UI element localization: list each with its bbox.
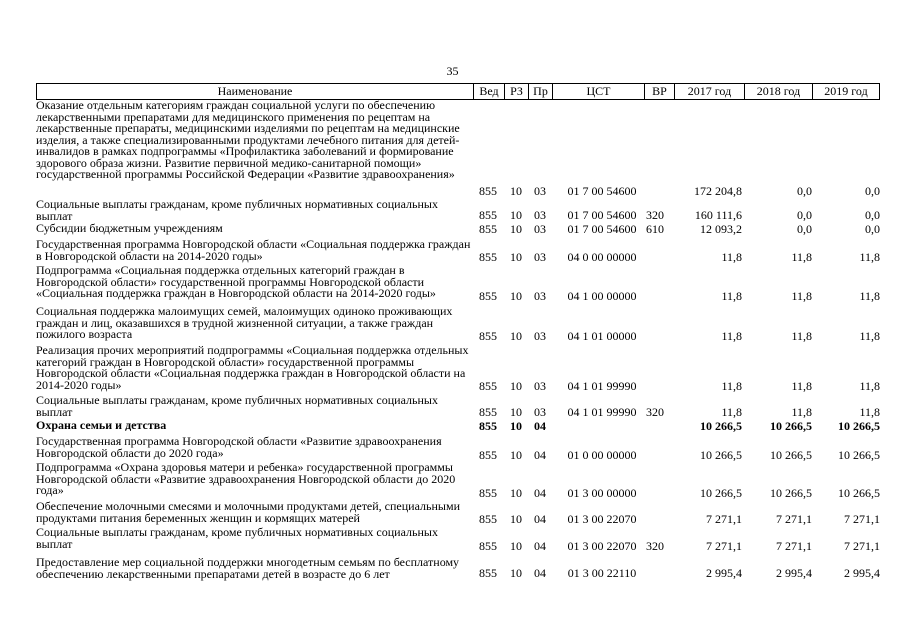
cell-y2018: 11,8	[791, 329, 812, 343]
cell-y2019: 2 995,4	[844, 566, 880, 580]
table-row	[36, 557, 886, 580]
cell-rz: 10	[510, 222, 522, 236]
cell-rz: 10	[510, 539, 522, 553]
cell-y2019: 11,8	[859, 329, 880, 343]
cell-pr: 03	[534, 329, 546, 343]
cell-y2018: 10 266,5	[770, 448, 812, 462]
cell-pr: 04	[534, 419, 546, 433]
cell-y2017: 172 204,8	[694, 184, 742, 198]
cell-y2017: 7 271,1	[706, 512, 742, 526]
row-name: Социальные выплаты гражданам, кроме публичных нормативных социальных выплат	[36, 197, 438, 223]
page-number: 35	[446, 64, 459, 78]
row-name: Реализация прочих мероприятий подпрограммы «Социальная поддержка отдельных категорий граждан в Новгородской области» государственной программы Новгородской области «Социальная поддержка граждан в Новгородской области на 2014-2020 годы»	[36, 343, 469, 392]
cell-cst: 01 3 00 22070	[567, 512, 637, 526]
cell-cst: 01 3 00 22110	[567, 566, 637, 580]
cell-y2017: 7 271,1	[706, 539, 742, 553]
table-row	[36, 527, 886, 553]
cell-y2017: 11,8	[721, 329, 742, 343]
cell-y2018: 11,8	[791, 250, 812, 264]
row-name: Охрана семьи и детства	[36, 418, 167, 432]
table-row	[36, 436, 886, 462]
header-rz: РЗ	[504, 84, 528, 99]
table-row	[36, 420, 886, 433]
cell-y2019: 11,8	[859, 250, 880, 264]
row-name: Государственная программа Новгородской области «Социальная поддержка граждан в Новгородской области на 2014-2020 годы»	[36, 237, 471, 263]
row-name: Государственная программа Новгородской области «Развитие здравоохранения Новгородской области до 2020 года»	[36, 434, 442, 460]
cell-ved: 855	[479, 539, 497, 553]
row-name: Подпрограмма «Социальная поддержка отдельных категорий граждан в Новгородской области» государственной программы Новгородской области «Социальная поддержка граждан в Новгородской области на 2014-2020 годы»	[36, 263, 436, 300]
cell-y2018: 0,0	[797, 184, 812, 198]
table-row	[36, 462, 886, 500]
cell-pr: 04	[534, 566, 546, 580]
cell-rz: 10	[510, 512, 522, 526]
cell-rz: 10	[510, 419, 522, 433]
cell-pr: 03	[534, 250, 546, 264]
cell-y2017: 160 111,6	[694, 208, 742, 222]
cell-y2018: 10 266,5	[770, 419, 812, 433]
cell-y2019: 11,8	[859, 405, 880, 419]
cell-y2019: 11,8	[859, 289, 880, 303]
cell-pr: 04	[534, 486, 546, 500]
header-vr: ВР	[644, 84, 674, 99]
table-row	[36, 501, 886, 526]
cell-pr: 03	[534, 184, 546, 198]
cell-rz: 10	[510, 289, 522, 303]
cell-vr: 610	[646, 222, 664, 236]
cell-y2017: 10 266,5	[700, 419, 742, 433]
cell-y2018: 11,8	[791, 405, 812, 419]
cell-y2018: 2 995,4	[776, 566, 812, 580]
cell-ved: 855	[479, 448, 497, 462]
cell-cst: 04 0 00 00000	[567, 250, 637, 264]
cell-y2017: 11,8	[721, 405, 742, 419]
cell-y2019: 0,0	[865, 184, 880, 198]
cell-y2018: 0,0	[797, 208, 812, 222]
cell-ved: 855	[479, 419, 497, 433]
cell-rz: 10	[510, 329, 522, 343]
cell-cst: 01 3 00 00000	[567, 486, 637, 500]
cell-cst: 04 1 00 00000	[567, 289, 637, 303]
cell-vr: 320	[646, 208, 664, 222]
cell-cst: 04 1 01 99990	[567, 405, 637, 419]
cell-rz: 10	[510, 184, 522, 198]
cell-ved: 855	[479, 379, 497, 393]
cell-y2019: 10 266,5	[838, 419, 880, 433]
header-pr: Пр	[528, 84, 552, 99]
header-2019: 2019 год	[812, 84, 879, 99]
row-name: Обеспечение молочными смесями и молочными продуктами детей, специальными продуктами питания беременных женщин и кормящих матерей	[36, 499, 460, 525]
cell-ved: 855	[479, 289, 497, 303]
cell-rz: 10	[510, 566, 522, 580]
table-row	[36, 395, 886, 419]
cell-y2017: 11,8	[721, 250, 742, 264]
cell-ved: 855	[479, 329, 497, 343]
cell-pr: 04	[534, 539, 546, 553]
cell-ved: 855	[479, 250, 497, 264]
cell-y2019: 10 266,5	[838, 448, 880, 462]
cell-y2018: 7 271,1	[776, 512, 812, 526]
cell-y2017: 12 093,2	[700, 222, 742, 236]
cell-y2019: 0,0	[865, 208, 880, 222]
cell-pr: 03	[534, 222, 546, 236]
cell-cst: 01 0 00 00000	[567, 448, 637, 462]
table-row	[36, 239, 886, 264]
header-ved: Вед	[473, 84, 504, 99]
table-row	[36, 100, 886, 198]
row-name: Социальная поддержка малоимущих семей, малоимущих одиноко проживающих граждан и лиц, оказавшихся в трудной жизненной ситуации, а также граждан пожилого возраста	[36, 304, 453, 341]
cell-y2018: 11,8	[791, 379, 812, 393]
cell-rz: 10	[510, 486, 522, 500]
cell-pr: 03	[534, 289, 546, 303]
cell-y2019: 0,0	[865, 222, 880, 236]
cell-cst: 01 7 00 54600	[567, 222, 637, 236]
row-name: Социальные выплаты гражданам, кроме публичных нормативных социальных выплат	[36, 525, 438, 551]
table-row	[36, 223, 886, 236]
table-row	[36, 199, 886, 222]
cell-y2018: 7 271,1	[776, 539, 812, 553]
cell-rz: 10	[510, 405, 522, 419]
cell-pr: 04	[534, 512, 546, 526]
cell-ved: 855	[479, 512, 497, 526]
cell-y2019: 11,8	[859, 379, 880, 393]
cell-rz: 10	[510, 448, 522, 462]
row-name: Субсидии бюджетным учреждениям	[36, 221, 223, 235]
cell-y2018: 11,8	[791, 289, 812, 303]
cell-pr: 04	[534, 448, 546, 462]
cell-cst: 01 3 00 22070	[567, 539, 637, 553]
cell-rz: 10	[510, 250, 522, 264]
cell-y2017: 10 266,5	[700, 486, 742, 500]
cell-pr: 03	[534, 208, 546, 222]
table-row	[36, 265, 886, 303]
cell-ved: 855	[479, 208, 497, 222]
cell-vr: 320	[646, 539, 664, 553]
cell-y2019: 10 266,5	[838, 486, 880, 500]
cell-rz: 10	[510, 208, 522, 222]
row-name: Предоставление мер социальной поддержки многодетным семьям по бесплатному обеспечению лекарственными препаратами детей в возрасте до 6 лет	[36, 555, 460, 581]
cell-ved: 855	[479, 566, 497, 580]
row-name: Оказание отдельным категориям граждан социальной услуги по обеспечению лекарственными препаратами для медицинского применения по рецептам на лекарственные препараты, медицинскими изделиями по рецептам на медицинские изделия, а также специализированными продуктами лечебного питания для детей-инвалидов в рамках подпрограммы «Профилактика заболеваний и формирование здорового образа жизни. Развитие первичной медико-санитарной помощи» государственной программы Российской Федерации «Развитие здравоохранения»	[36, 98, 460, 181]
cell-y2017: 11,8	[721, 289, 742, 303]
table-row	[36, 306, 886, 343]
cell-y2017: 11,8	[721, 379, 742, 393]
cell-cst: 01 7 00 54600	[567, 184, 637, 198]
header-cst: ЦСТ	[552, 84, 644, 99]
row-name: Социальные выплаты гражданам, кроме публичных нормативных социальных выплат	[36, 393, 438, 419]
cell-pr: 03	[534, 405, 546, 419]
cell-cst: 04 1 01 99990	[567, 379, 637, 393]
header-2017: 2017 год	[674, 84, 744, 99]
cell-ved: 855	[479, 405, 497, 419]
cell-cst: 01 7 00 54600	[567, 208, 637, 222]
cell-vr: 320	[646, 405, 664, 419]
cell-rz: 10	[510, 379, 522, 393]
cell-ved: 855	[479, 184, 497, 198]
cell-ved: 855	[479, 222, 497, 236]
header-name: Наименование	[217, 84, 293, 98]
cell-y2019: 7 271,1	[844, 539, 880, 553]
cell-y2017: 2 995,4	[706, 566, 742, 580]
row-name: Подпрограмма «Охрана здоровья матери и ребенка» государственной программы Новгородской области «Развитие здравоохранения Новгородской области до 2020 года»	[36, 460, 456, 497]
cell-y2018: 0,0	[797, 222, 812, 236]
header-2018: 2018 год	[744, 84, 812, 99]
cell-cst: 04 1 01 00000	[567, 329, 637, 343]
cell-pr: 03	[534, 379, 546, 393]
cell-y2019: 7 271,1	[844, 512, 880, 526]
cell-y2017: 10 266,5	[700, 448, 742, 462]
cell-ved: 855	[479, 486, 497, 500]
table-row	[36, 345, 886, 393]
cell-y2018: 10 266,5	[770, 486, 812, 500]
